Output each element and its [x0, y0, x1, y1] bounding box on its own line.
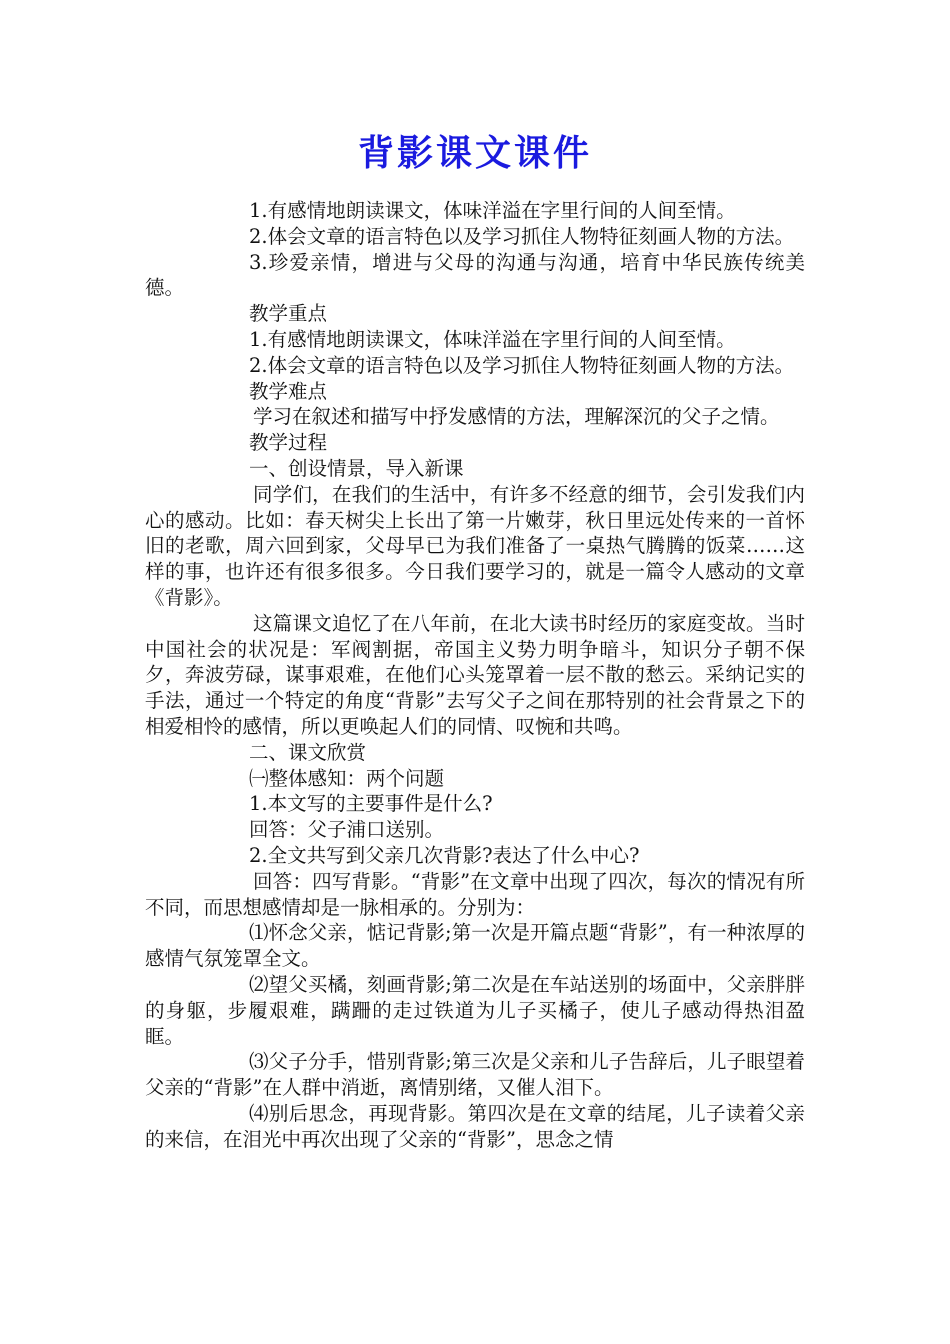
objective-1: 1.有感情地朗读课文，体味洋溢在字里行间的人间至情。: [249, 199, 736, 222]
section-1-heading: 一、创设情景，导入新课: [249, 456, 464, 480]
back-view-3: ⑶父子分手，惜别背影;第三次是父亲和儿子告辞后，儿子眼望着父亲的“背影”在人群中消逝，离情别绪，又催人泪下。: [145, 1050, 805, 1100]
question-2: 2.全文共写到父亲几次背影?表达了什么中心?: [249, 843, 640, 867]
heading-process: 教学过程: [249, 431, 328, 455]
document-title: 背影课文课件: [357, 132, 592, 174]
heading-difficulties: 教学难点: [249, 379, 328, 403]
back-view-2: ⑵望父买橘，刻画背影;第二次是在车站送别的场面中，父亲胖胖的身躯，步履艰难，蹒跚的走过铁道为儿子买橘子，使儿子感动得热泪盈眶。: [145, 972, 805, 1048]
background-paragraph: 这篇课文追忆了在八年前，在北大读书时经历的家庭变故。当时中国社会的状况是：军阀割据，帝国主义势力明争暗斗，知识分子朝不保夕，奔波劳碌，谋事艰难，在他们心头笼罩着一层不散的愁云。采纳记实的手法，通过一个特定的角度“背影”去写父子之间在那特别的社会背景之下的相爱相怜的感情，所以更唤起人们的同情、叹惋和共鸣。: [145, 611, 805, 738]
document-body: [145, 198, 805, 1152]
answer-2: 回答：四写背影。“背影”在文章中出现了四次，每次的情况有所不同，而思想感情却是一脉相承的。分别为：: [145, 869, 805, 919]
question-1: 1.本文写的主要事件是什么?: [249, 792, 493, 816]
objective-3: 3.珍爱亲情，增进与父母的沟通与沟通，培育中华民族传统美德。: [145, 250, 805, 300]
document-page: [145, 0, 805, 1152]
answer-1: 回答：父子浦口送别。: [249, 818, 445, 842]
key-point-2: 2.体会文章的语言特色以及学习抓住人物特征刻画人物的方法。: [249, 353, 795, 377]
subsection-heading: ㈠整体感知：两个问题: [249, 766, 445, 790]
objective-2: 2.体会文章的语言特色以及学习抓住人物特征刻画人物的方法。: [249, 224, 795, 248]
back-view-4: ⑷别后思念，再现背影。第四次是在文章的结尾，儿子读着父亲的来信，在泪光中再次出现了父亲的“背影”，思念之情: [145, 1101, 805, 1151]
section-2-heading: 二、课文欣赏: [249, 740, 367, 764]
key-point-1: 1.有感情地朗读课文，体味洋溢在字里行间的人间至情。: [249, 327, 736, 351]
heading-key-points: 教学重点: [249, 302, 328, 326]
intro-paragraph: 同学们，在我们的生活中，有许多不经意的细节，会引发我们内心的感动。比如：春天树尖上长出了第一片嫩芽，秋日里远处传来的一首怀旧的老歌，周六回到家，父母早已为我们准备了一桌热气腾腾的饭菜……这样的事，也许还有很多很多。今日我们要学习的，就是一篇令人感动的文章《背影》。: [145, 482, 805, 609]
back-view-1: ⑴怀念父亲，惦记背影;第一次是开篇点题“背影”，有一种浓厚的感情气氛笼罩全文。: [145, 921, 805, 971]
difficulty-text: 学习在叙述和描写中抒发感情的方法，理解深沉的父子之情。: [253, 405, 780, 429]
